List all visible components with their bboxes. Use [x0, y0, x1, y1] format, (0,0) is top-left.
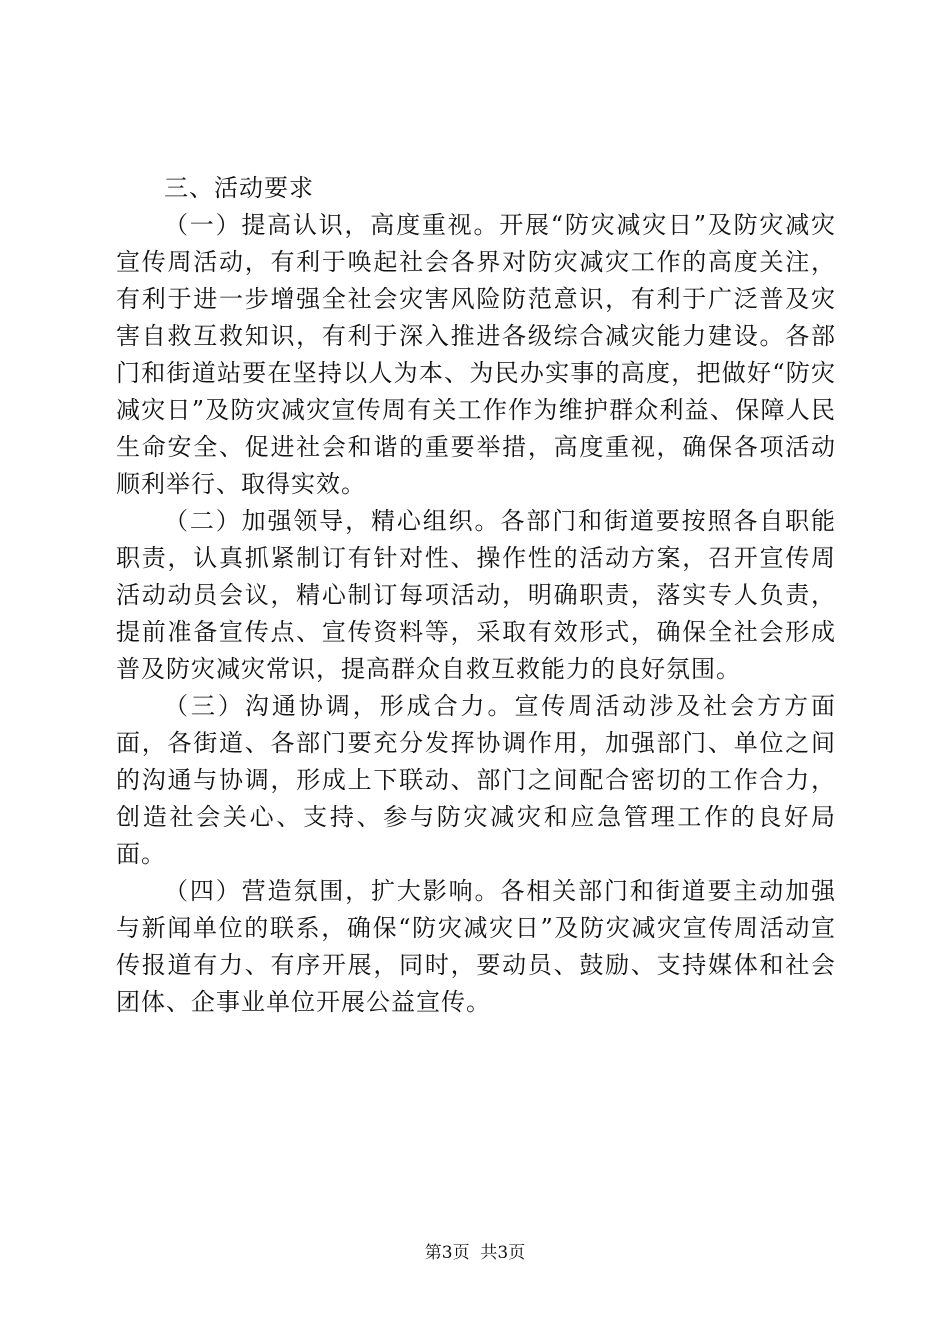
document-body [116, 170, 836, 1021]
paragraph-2: （二）加强领导，精心组织。各部门和街道要按照各自职能职责，认真抓紧制订有针对性、操作性的活动方案，召开宣传周活动动员会议，精心制订每项活动，明确职责，落实专人负责，提前准备宣传点、宣传资料等，采取有效形式，确保全社会形成普及防灾减灾常识，提高群众自救互救能力的良好氛围。 [116, 507, 836, 683]
paragraph-1: （一）提高认识，高度重视。开展“防灾减灾日”及防灾减灾宣传周活动，有利于唤起社会各界对防灾减灾工作的高度关注，有利于进一步增强全社会灾害风险防范意识，有利于广泛普及灾害自救互救知识，有利于深入推进各级综合减灾能力建设。各部门和街道站要在坚持以人为本、为民办实事的高度，把做好“防灾减灾日”及防灾减灾宣传周有关工作作为维护群众利益、保障人民生命安全、促进社会和谐的重要举措，高度重视，确保各项活动顺利举行、取得实效。 [116, 211, 836, 498]
page-footer [0, 1242, 950, 1264]
page-number: 第3页 共3页 [424, 1243, 526, 1263]
section-heading: 三、活动要求 [164, 174, 314, 202]
paragraph-3: （三）沟通协调，形成合力。宣传周活动涉及社会方方面面，各街道、各部门要充分发挥协调作用，加强部门、单位之间的沟通与协调，形成上下联动、部门之间配合密切的工作合力，创造社会关心、支持、参与防灾减灾和应急管理工作的良好局面。 [116, 692, 836, 868]
paragraph-4: （四）营造氛围，扩大影响。各相关部门和街道要主动加强与新闻单位的联系，确保“防灾减灾日”及防灾减灾宣传周活动宣传报道有力、有序开展，同时，要动员、鼓励、支持媒体和社会团体、企事业单位开展公益宣传。 [116, 877, 836, 1016]
